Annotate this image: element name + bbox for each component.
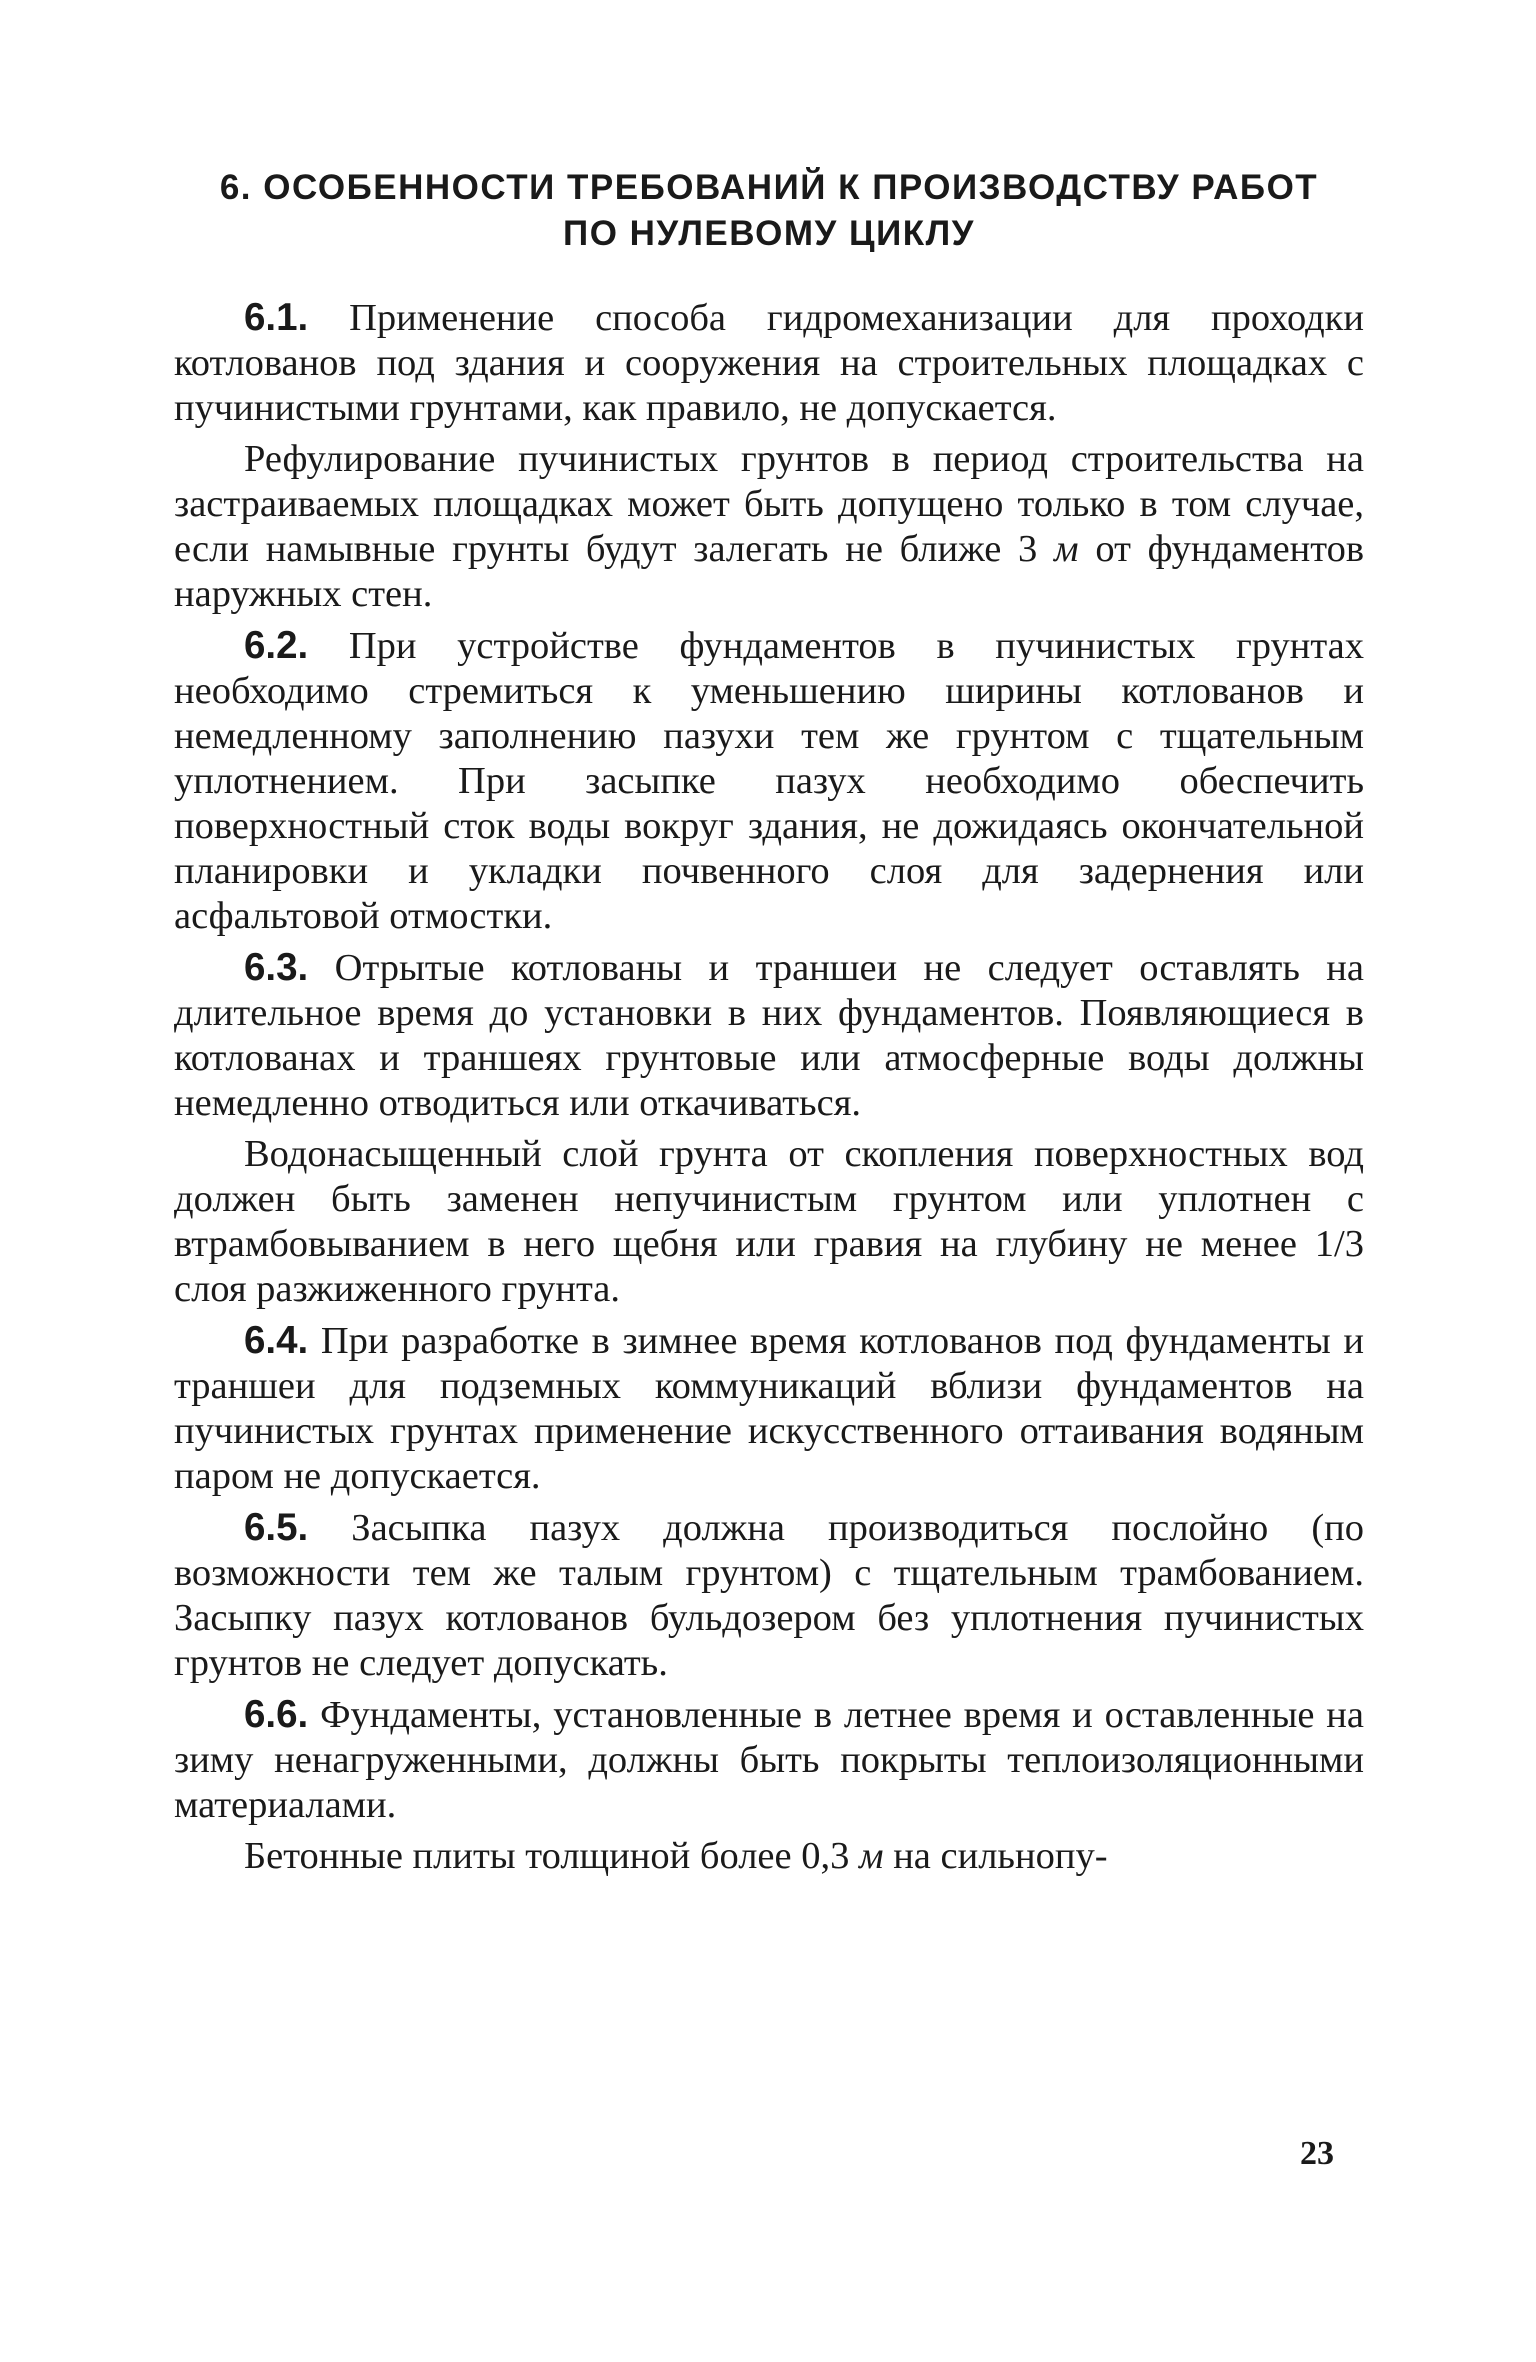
clause-number: 6.5. bbox=[244, 1506, 309, 1549]
paragraph-text: Применение способа гидромеханизации для проходки котлованов под здания и сооружения на строительных площадках с пучинистыми грунтами, как правило, не допускается. bbox=[174, 297, 1364, 429]
clause-number: 6.6. bbox=[244, 1693, 309, 1736]
fraction-one-third: 1/3 bbox=[1314, 1223, 1364, 1265]
paragraph-text: Бетонные плиты толщиной более 0,3 bbox=[244, 1835, 859, 1877]
clause-number: 6.2. bbox=[244, 624, 309, 667]
page-number: 23 bbox=[1300, 2135, 1334, 2172]
paragraph-6-1-continued bbox=[174, 437, 1364, 617]
document-page bbox=[174, 165, 1364, 1885]
paragraph-6-5 bbox=[174, 1505, 1364, 1686]
paragraph-6-4 bbox=[174, 1318, 1364, 1499]
unit-meter: м bbox=[1054, 528, 1079, 570]
paragraph-text: от фундаментов наружных стен. bbox=[174, 528, 1365, 615]
paragraph-text: Засыпка пазух должна производиться послойно (по возможности тем же талым грунтом) с тщательным трамбованием. Засыпку пазух котлованов бульдозером без уплотнения пучинистых грунтов не следует допускать. bbox=[174, 1507, 1364, 1684]
paragraph-6-2 bbox=[174, 623, 1364, 939]
paragraph-6-3-continued bbox=[174, 1132, 1364, 1312]
paragraph-text: слоя разжиженного грунта. bbox=[174, 1268, 620, 1310]
paragraph-6-3 bbox=[174, 945, 1364, 1126]
paragraph-6-6-continued bbox=[174, 1834, 1364, 1879]
paragraph-6-1 bbox=[174, 295, 1364, 431]
clause-number: 6.1. bbox=[244, 296, 309, 339]
paragraph-text: Отрытые котлованы и траншеи не следует оставлять на длительное время до установки в них фундаментов. Появляющиеся в котлованах и траншеях грунтовые или атмосферные воды должны немедленно отводиться или откачиваться. bbox=[174, 947, 1364, 1124]
section-heading bbox=[174, 165, 1364, 257]
paragraph-6-6 bbox=[174, 1692, 1364, 1828]
section-heading-line-1: 6. ОСОБЕННОСТИ ТРЕБОВАНИЙ К ПРОИЗВОДСТВУ РАБОТ bbox=[219, 168, 1319, 207]
paragraph-text: на сильнопу- bbox=[883, 1835, 1108, 1877]
clause-number: 6.3. bbox=[244, 946, 309, 989]
section-heading-line-2: ПО НУЛЕВОМУ ЦИКЛУ bbox=[563, 214, 975, 253]
paragraph-text: Водонасыщенный слой грунта от скопления поверхностных вод должен быть заменен непучинистым грунтом или уплотнен с втрамбовыванием в него щебня или гравия на глубину не менее bbox=[174, 1133, 1364, 1265]
unit-meter: м bbox=[859, 1835, 884, 1877]
clause-number: 6.4. bbox=[244, 1319, 309, 1362]
paragraph-text: Рефулирование пучинистых грунтов в период строительства на застраиваемых площадках может быть допущено только в том случае, если намывные грунты будут залегать не ближе 3 bbox=[174, 438, 1364, 570]
paragraph-text: При устройстве фундаментов в пучинистых грунтах необходимо стремиться к уменьшению ширины котлованов и немедленному заполнению пазухи тем же грунтом с тщательным уплотнением. При засыпке пазух необходимо обеспечить поверхностный сток воды вокруг здания, не дожидаясь окончательной планировки и укладки почвенного слоя для задернения или асфальтовой отмостки. bbox=[174, 625, 1364, 937]
paragraph-text: При разработке в зимнее время котлованов под фундаменты и траншеи для подземных коммуникаций вблизи фундаментов на пучинистых грунтах применение искусственного оттаивания водяным паром не допускается. bbox=[174, 1320, 1364, 1497]
paragraph-text: Фундаменты, установленные в летнее время и оставленные на зиму ненагруженными, должны быть покрыты теплоизоляционными материалами. bbox=[174, 1694, 1364, 1826]
